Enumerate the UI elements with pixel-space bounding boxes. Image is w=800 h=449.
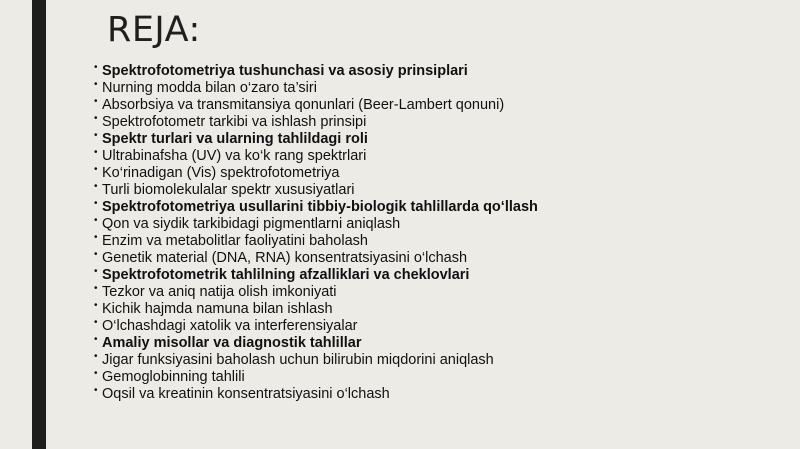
outline-item-text: Kichik hajmda namuna bilan ishlash <box>102 301 333 317</box>
outline-item <box>94 233 538 250</box>
outline-item-text: Turli biomolekulalar spektr xususiyatlari <box>102 182 355 198</box>
outline-item <box>94 114 538 131</box>
outline-section-heading <box>94 267 538 284</box>
outline-item-text: Oqsil va kreatinin konsentratsiyasini o‘lchash <box>102 386 390 402</box>
outline-item-text: Spektr turlari va ularning tahlildagi roli <box>102 131 368 147</box>
bullet-icon: • <box>94 232 98 243</box>
bullet-icon: • <box>94 368 98 379</box>
outline-item <box>94 216 538 233</box>
slide-title: REJA: <box>107 10 201 50</box>
outline-item-text: Gemoglobinning tahlili <box>102 369 245 385</box>
outline-item-text: Nurning modda bilan o‘zaro ta’siri <box>102 80 317 96</box>
outline-item-text: Spektrofotometrik tahlilning afzalliklari va cheklovlari <box>102 267 470 283</box>
bullet-icon: • <box>94 79 98 90</box>
outline-item-text: O‘lchashdagi xatolik va interferensiyalar <box>102 318 358 334</box>
outline-item <box>94 352 538 369</box>
outline-item <box>94 386 538 403</box>
outline-section-heading <box>94 131 538 148</box>
bullet-icon: • <box>94 181 98 192</box>
outline-item-text: Spektrofotometriya tushunchasi va asosiy prinsiplari <box>102 63 468 79</box>
bullet-icon: • <box>94 334 98 345</box>
left-accent-bar <box>32 0 46 449</box>
outline-item-text: Spektrofotometriya usullarini tibbiy-biologik tahlillarda qo‘llash <box>102 199 538 215</box>
outline-item <box>94 301 538 318</box>
outline-item <box>94 369 538 386</box>
outline-item <box>94 284 538 301</box>
bullet-icon: • <box>94 215 98 226</box>
bullet-icon: • <box>94 96 98 107</box>
bullet-icon: • <box>94 62 98 73</box>
outline-section-heading <box>94 199 538 216</box>
outline-item-text: Amaliy misollar va diagnostik tahlillar <box>102 335 362 351</box>
outline-list <box>94 63 538 403</box>
bullet-icon: • <box>94 283 98 294</box>
outline-section-heading <box>94 335 538 352</box>
outline-item <box>94 97 538 114</box>
outline-item <box>94 80 538 97</box>
outline-item-text: Ultrabinafsha (UV) va ko‘k rang spektrlari <box>102 148 367 164</box>
bullet-icon: • <box>94 249 98 260</box>
bullet-icon: • <box>94 300 98 311</box>
outline-item <box>94 250 538 267</box>
outline-item-text: Enzim va metabolitlar faoliyatini baholash <box>102 233 368 249</box>
bullet-icon: • <box>94 351 98 362</box>
bullet-icon: • <box>94 113 98 124</box>
bullet-icon: • <box>94 164 98 175</box>
outline-item <box>94 182 538 199</box>
outline-item-text: Spektrofotometr tarkibi va ishlash prinsipi <box>102 114 367 130</box>
bullet-icon: • <box>94 130 98 141</box>
outline-item-text: Genetik material (DNA, RNA) konsentratsiyasini o‘lchash <box>102 250 468 266</box>
outline-item-text: Tezkor va aniq natija olish imkoniyati <box>102 284 337 300</box>
outline-item-text: Qon va siydik tarkibidagi pigmentlarni aniqlash <box>102 216 401 232</box>
outline-item-text: Jigar funksiyasini baholash uchun bilirubin miqdorini aniqlash <box>102 352 494 368</box>
bullet-icon: • <box>94 147 98 158</box>
outline-item <box>94 148 538 165</box>
outline-section-heading <box>94 63 538 80</box>
outline-item-text: Absorbsiya va transmitansiya qonunlari (Beer-Lambert qonuni) <box>102 97 505 113</box>
bullet-icon: • <box>94 198 98 209</box>
bullet-icon: • <box>94 317 98 328</box>
outline-item-text: Ko‘rinadigan (Vis) spektrofotometriya <box>102 165 340 181</box>
bullet-icon: • <box>94 385 98 396</box>
bullet-icon: • <box>94 266 98 277</box>
outline-item <box>94 165 538 182</box>
outline-item <box>94 318 538 335</box>
